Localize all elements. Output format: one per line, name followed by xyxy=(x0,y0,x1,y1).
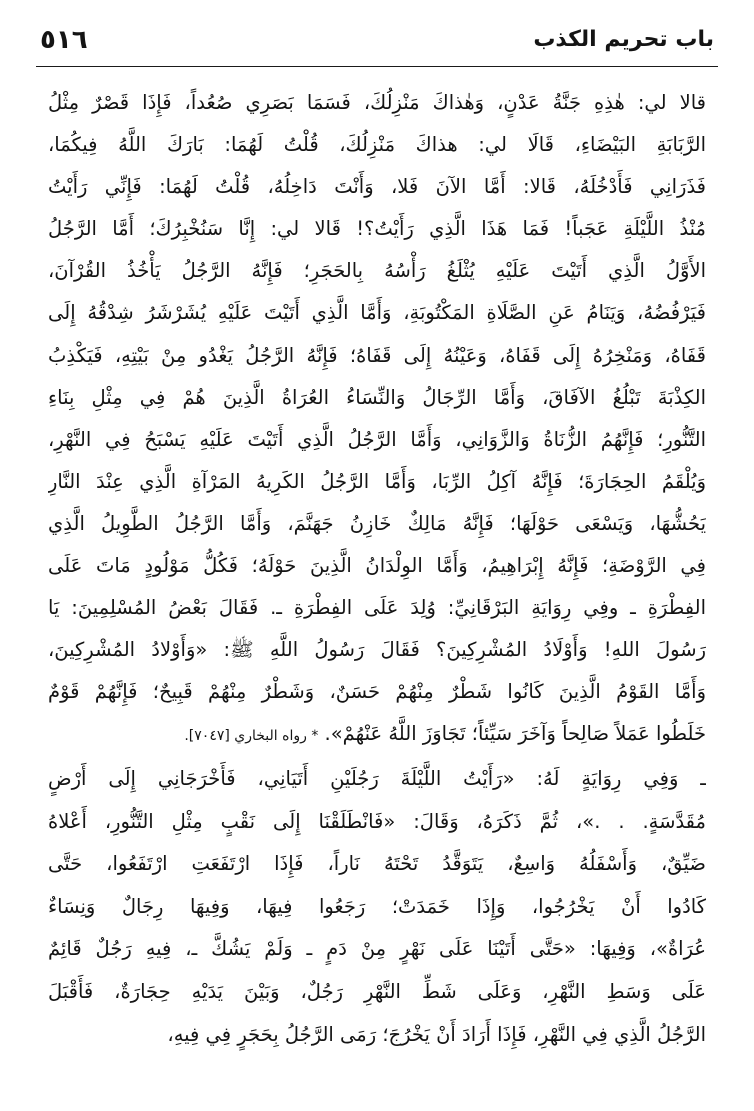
text-line-with-reference xyxy=(48,713,706,755)
text-line: عُرَاةٌ»، وَفِيهَا: «حَتَّى أَتَيْنَا عَلَى نَهْرٍ مِنْ دَمٍ ـ وَلَمْ يَشُكَّ ـ، فِيهِ رَجُلٌ قَائِمٌ xyxy=(48,937,706,961)
text-line: عَلَى وَسَطِ النَّهْرِ، وَعَلَى شَطِّ النَّهْرِ رَجُلٌ، وَبَيْنَ يَدَيْهِ حِجَارَةٌ، فَأَقْبَلَ xyxy=(48,979,706,1003)
text-line: الأَوَّلُ الَّذِي أَتَيْتَ عَلَيْهِ يُثْلَغُ رَأْسُهُ بِالحَجَرِ؛ فَإِنَّهُ الرَّجُلُ يَأْخُذُ القُرْآنَ، xyxy=(48,259,706,283)
text-line: فَذَرَانِي فَأَدْخُلَهُ، قَالا: أَمَّا الآنَ فَلا، وَأَنْتَ دَاخِلُهُ، قُلْتُ لَهُمَا: فَإِنِّي رَأَيْتُ xyxy=(48,175,706,199)
page-header xyxy=(40,22,714,58)
text-line-end: خَلَطُوا عَمَلاً صَالِحاً وَآخَرَ سَيِّئاً؛ تَجَاوَزَ اللَّهُ عَنْهُمْ». xyxy=(318,722,706,746)
text-line: وَيُلْقَمُ الحِجَارَةَ؛ فَإِنَّهُ آكِلُ الرِّبَا، وَأَمَّا الرَّجُلُ الكَرِيهُ المَرْآةِ الَّذِي عِنْدَ النَّارِ xyxy=(48,469,706,493)
text-line: الرَّجُلُ الَّذِي فِي النَّهْرِ، فَإِذَا أَرَادَ أَنْ يَخْرُجَ؛ رَمَى الرَّجُلُ بِحَجَرٍ فِي فِيهِ، xyxy=(167,1022,706,1046)
paragraph-1 xyxy=(48,82,706,756)
text-line: ـ وَفِي رِوَايَةٍ لَهُ: «رَأَيْتُ اللَّيْلَةَ رَجُلَيْنِ أَتَيَانِي، فَأَخْرَجَانِي إِلَى أَرْضٍ xyxy=(48,767,706,790)
text-line: كَادُوا أَنْ يَخْرُجُوا، وَإِذَا خَمَدَتْ؛ رَجَعُوا فِيهَا، وَفِيهَا رِجَالٌ وَنِسَاءٌ xyxy=(48,894,706,918)
text-line: قَفَاهُ، وَمَنْخِرُهُ إِلَى قَفَاهُ، وَعَيْنُهُ إِلَى قَفَاهُ؛ فَإِنَّهُ الرَّجُلُ يَغْدُو مِنْ بَيْتِهِ، فَيَكْذِبُ xyxy=(48,343,706,367)
header-divider xyxy=(36,66,718,67)
text-line: الفِطْرَةِ ـ وفِي رِوَايَةِ البَرْقَانِيِّ: وُلِدَ عَلَى الفِطْرَةِ ـ. فَقَالَ بَعْضُ المُسْلِمِينَ: يَا xyxy=(48,596,706,620)
text-line: التَّنُّورِ؛ فَإِنَّهُمُ الزُّنَاةُ وَالزَّوَانِي، وَأَمَّا الرَّجُلُ الَّذِي أَتَيْتَ عَلَيْهِ يَسْبَحُ فِي النَّهْرِ، xyxy=(48,427,706,451)
page-number: ٥١٦ xyxy=(40,25,88,55)
text-line: الكِذْبَةَ تَبْلُغُ الآفَاقَ، وَأَمَّا الرِّجَالُ وَالنِّسَاءُ العُرَاةُ الَّذِينَ هُمْ فِي مِثْلِ بِنَاءِ xyxy=(48,385,706,409)
text-line: يَحُشُّهَا، وَيَسْعَى حَوْلَهَا؛ فَإِنَّهُ مَالِكٌ خَازِنُ جَهَنَّمَ، وَأَمَّا الرَّجُلُ الطَّوِيلُ الَّذِي xyxy=(48,511,706,535)
text-line: ضَيِّقٌ، وَأَسْفَلُهُ وَاسِعٌ، يَتَوَقَّدُ تَحْتَهُ نَاراً، فَإِذَا ارْتَفَعَتِ ارْتَفَعُوا، حَتَّى xyxy=(48,852,706,876)
text-line: وَأَمَّا القَوْمُ الَّذِينَ كَانُوا شَطْرٌ مِنْهُمْ حَسَنٌ، وَشَطْرٌ مِنْهُمْ قَبِيحٌ؛ فَإِنَّهُمْ قَوْمٌ xyxy=(48,680,706,704)
text-line: الرَّبَابَةِ البَيْضَاءِ، قَالَا لي: هذاكَ مَنْزِلُكَ، قُلْتُ لَهُمَا: بَارَكَ اللَّهُ فِيكُمَا، xyxy=(48,133,706,157)
text-line: رَسُولَ اللهِ! وَأَوْلَادُ المُشْرِكِينَ؟ فَقَالَ رَسُولُ اللَّهِ ﷺ: «وَأَوْلادُ المُشْرِكِينَ، xyxy=(48,638,706,662)
text-line: مُنْذُ اللَّيْلَةِ عَجَباً! فَمَا هَذَا الَّذِي رَأَيْتُ؟! قَالا لي: إِنَّا سَنُخْبِرُكَ؛ أَمَّا الرَّجُلُ xyxy=(48,217,706,241)
hadith-reference: * رواه البخاري [٧٠٤٧]. xyxy=(184,728,319,745)
text-line: قالا لي: هٰذِهِ جَنَّةُ عَدْنٍ، وَهٰذاكَ مَنْزِلُكَ، فَسَمَا بَصَرِي صُعُداً، فَإِذَا قَصْرٌ مِثْلُ xyxy=(48,91,706,114)
text-line: مُقَدَّسَةٍ. . .»، ثُمَّ ذَكَرَهُ، وَقَالَ: «فَانْطَلَقْنَا إِلَى نَقْبٍ مِثْلِ التَّنُّورِ، أَعْلاهُ xyxy=(48,809,706,833)
running-title: باب تحريم الكذب xyxy=(533,27,714,52)
text-line: فَيَرْفُضُهُ، وَيَنَامُ عَنِ الصَّلَاةِ المَكْتُوبَةِ، وَأَمَّا الَّذِي أَتَيْتَ عَلَيْهِ يُشَرْشَرُ شِدْقُهُ إِلَى xyxy=(48,301,706,325)
paragraph-2 xyxy=(48,758,706,1056)
text-line: فِي الرَّوْضَةِ؛ فَإِنَّهُ إِبْرَاهِيمُ، وَأَمَّا الوِلْدَانُ الَّذِينَ حَوْلَهُ؛ فَكُلُّ مَوْلُودٍ مَاتَ عَلَى xyxy=(48,554,706,578)
